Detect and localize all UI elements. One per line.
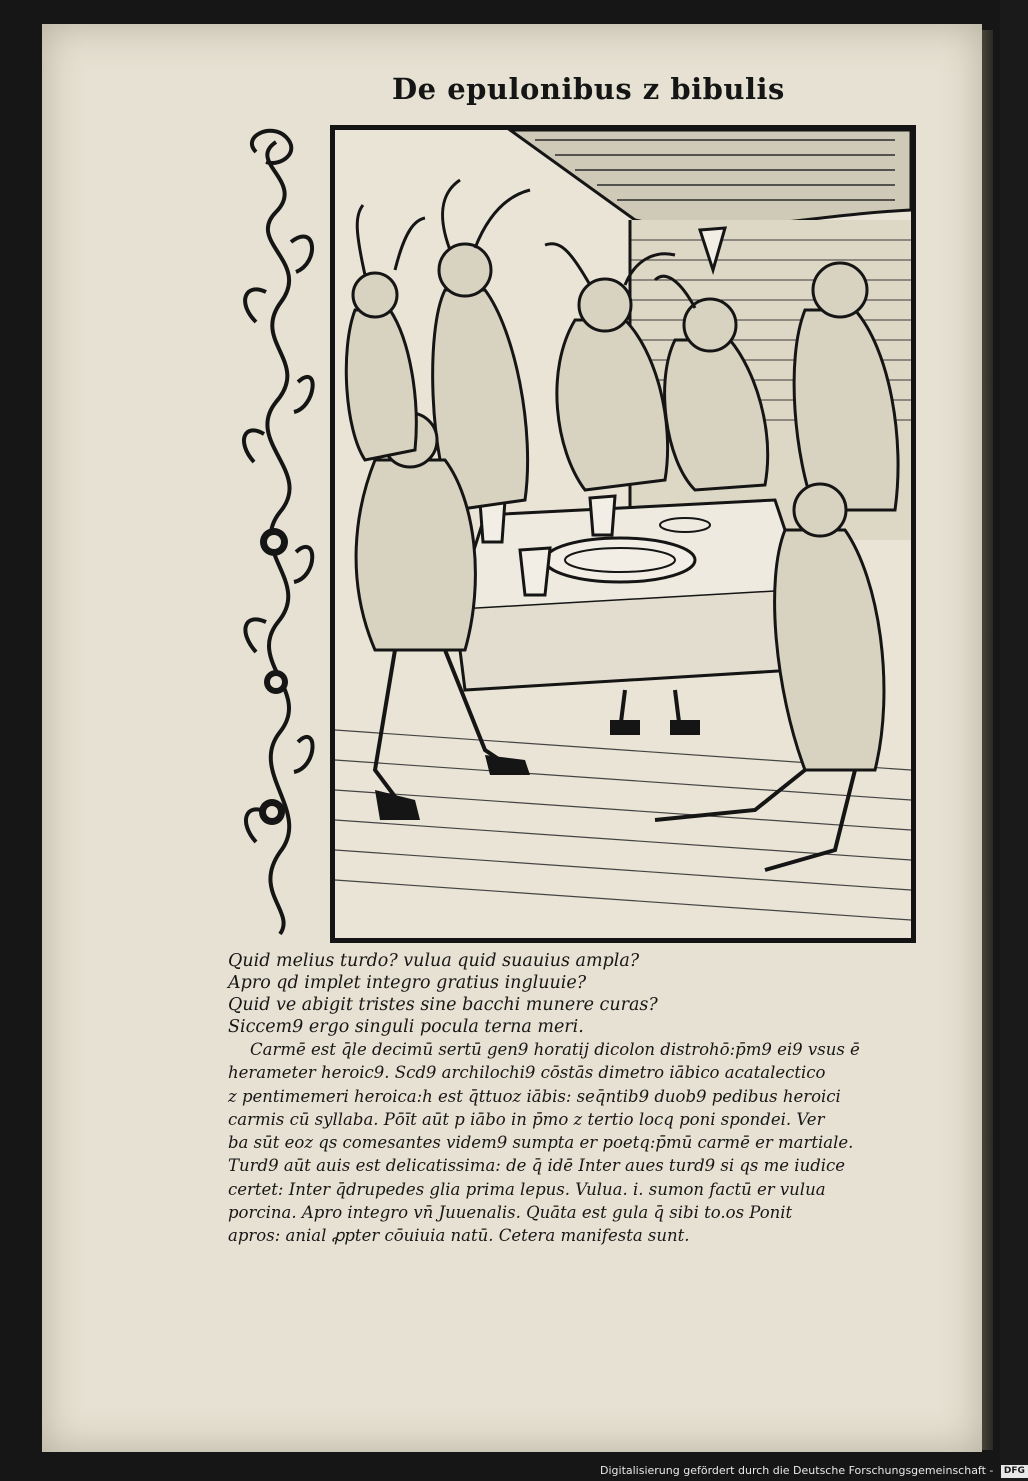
dfg-logo: DFG: [1001, 1465, 1028, 1478]
woodcut-illustration: [330, 125, 916, 943]
verse-line-2: Apro qd implet integro gratius ingluuie?: [228, 973, 587, 993]
commentary-line-4: carmis cū syllaba. Pōīt aūt p iābo in p̄mo z tertio locq poni spondei. Ver: [228, 1109, 825, 1129]
woodcut-banquet-icon: [335, 130, 911, 938]
credit-text: Digitalisierung gefördert durch die Deutsche Forschungsgemeinschaft -: [600, 1464, 994, 1477]
text-block: [228, 950, 918, 1248]
commentary-line-5: ba sūt eoz qs comesantes videm9 sumpta er poetq:p̄mū carmē er martiale.: [228, 1133, 854, 1153]
decorative-vine-border: [236, 122, 322, 940]
verse-line-1: Quid melius turdo? vulua quid suauius ampla?: [228, 951, 640, 971]
commentary-line-6: Turd9 aūt auis est delicatissima: de q̄ idē Inter aues turd9 si qs me iudice: [228, 1156, 846, 1176]
commentary-line-7: certet: Inter q̄drupedes glia prima lepus. Vulua. i. sumon factū er vulua: [228, 1179, 826, 1199]
commentary-line-1: Carmē est q̄le decimū sertū gen9 horatij dicolon distrohō:p̄m9 ei9 vsus ē: [250, 1040, 860, 1059]
commentary-line-9: apros: anial ꝓpter cōuiuia natū. Cetera manifesta sunt.: [228, 1226, 690, 1246]
digitization-credit: [600, 1461, 1025, 1481]
commentary-line-3: z pentimemeri heroica:h est q̄ttuoz iābis: seq̄ntib9 duob9 pedibus heroici: [228, 1086, 841, 1106]
verse-line-3: Quid ve abigit tristes sine bacchi munere curas?: [228, 995, 658, 1015]
commentary-line-2: herameter heroic9. Scd9 archilochi9 cōstās dimetro iābico acatalectico: [228, 1063, 826, 1083]
verse-line-4: Siccem9 ergo singuli pocula terna meri.: [228, 1017, 584, 1037]
page-heading: De epulonibus z bibulis: [392, 72, 785, 106]
commentary-line-8: porcina. Apro integro vn̄ Juuenalis. Quāta est gula q̄ sibi to.os Ponit: [228, 1203, 793, 1223]
